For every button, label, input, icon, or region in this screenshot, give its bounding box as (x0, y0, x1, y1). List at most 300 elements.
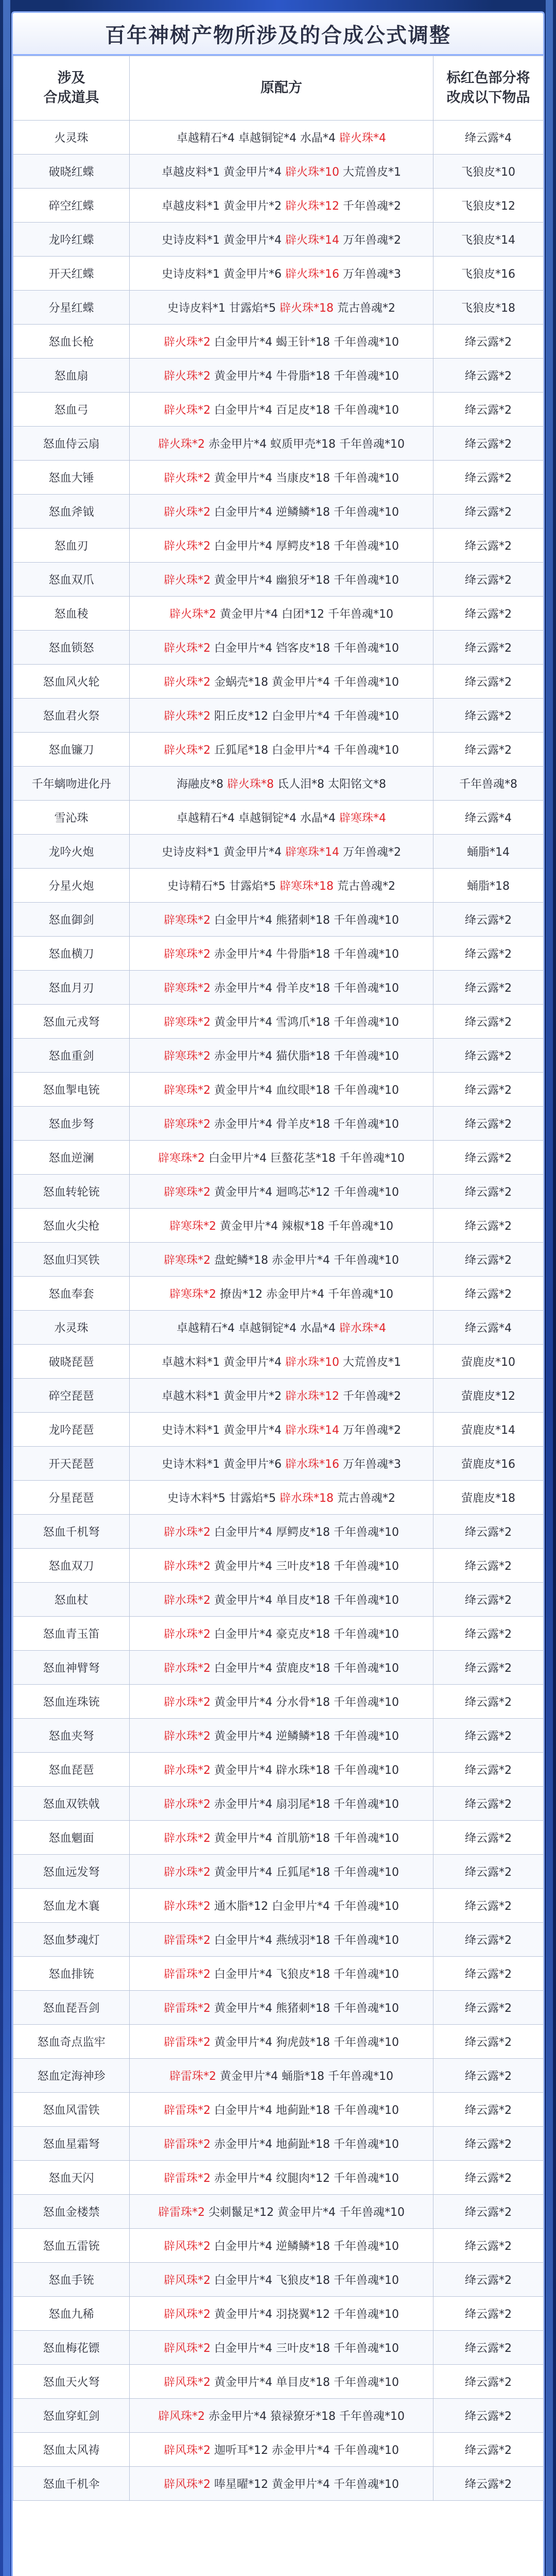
recipe-text-after: 千年兽魂*2 (339, 200, 401, 213)
table-row (13, 2331, 544, 2365)
row-replacement: 绛云露*2 (433, 1141, 544, 1175)
recipe-highlight: 辟水珠*16 (285, 1458, 339, 1471)
recipe-text-after: 迦听耳*12 赤金甲片*4 千年兽魂*10 (211, 2444, 399, 2457)
row-item-name: 怒血扇 (13, 359, 130, 393)
table-row (13, 427, 544, 461)
row-recipe (130, 1923, 433, 1957)
recipe-text-after: 白金甲片*4 逆鳞鳞*18 千年兽魂*10 (211, 2240, 399, 2253)
recipe-text-after: 千年兽魂*2 (339, 1390, 401, 1403)
recipe-highlight: 辟火珠*8 (227, 778, 274, 791)
row-recipe (130, 971, 433, 1005)
row-item-name: 怒血侍云扇 (13, 427, 130, 461)
row-item-name: 怒血龙木襄 (13, 1889, 130, 1923)
row-replacement: 绛云露*2 (433, 2161, 544, 2195)
row-recipe (130, 189, 433, 223)
row-replacement: 蛹脂*14 (433, 835, 544, 869)
row-recipe (130, 121, 433, 155)
recipe-text-after: 白金甲片*4 三叶皮*18 千年兽魂*10 (211, 2342, 399, 2355)
row-replacement: 绛云露*2 (433, 1719, 544, 1753)
table-row (13, 291, 544, 325)
row-recipe (130, 1515, 433, 1549)
table-row (13, 733, 544, 767)
row-item-name: 雪沁珠 (13, 801, 130, 835)
row-replacement: 萤鹿皮*18 (433, 1481, 544, 1515)
recipe-text-after: 丘狐尾*18 白金甲片*4 千年兽魂*10 (211, 744, 399, 757)
recipe-text-before: 史诗皮料*1 黄金甲片*4 (162, 234, 285, 247)
row-replacement: 萤鹿皮*12 (433, 1379, 544, 1413)
row-item-name: 怒血斧钺 (13, 495, 130, 529)
recipe-text-after: 黄金甲片*4 羽挠翼*12 千年兽魂*10 (211, 2308, 399, 2321)
row-item-name: 怒血逆澜 (13, 1141, 130, 1175)
row-item-name: 怒血琵吾剑 (13, 1991, 130, 2025)
table-row (13, 1923, 544, 1957)
row-replacement: 绛云露*4 (433, 801, 544, 835)
row-recipe (130, 1753, 433, 1787)
table-row (13, 2093, 544, 2127)
row-item-name: 怒血御剑 (13, 903, 130, 937)
row-item-name: 怒血天火弩 (13, 2365, 130, 2399)
recipe-highlight: 辟风珠*2 (164, 2240, 211, 2253)
recipe-highlight: 辟火珠*2 (169, 608, 217, 621)
recipe-table-container (11, 56, 545, 2576)
row-replacement: 绛云露*2 (433, 2365, 544, 2399)
row-replacement: 绛云露*2 (433, 699, 544, 733)
row-recipe (130, 869, 433, 903)
recipe-text-after: 白金甲片*4 燕绒羽*18 千年兽魂*10 (211, 1934, 399, 1947)
recipe-text-before: 史诗木料*1 黄金甲片*6 (162, 1458, 285, 1471)
row-item-name: 怒血步弩 (13, 1107, 130, 1141)
row-item-name: 怒血太风祷 (13, 2433, 130, 2467)
row-replacement: 绛云露*2 (433, 937, 544, 971)
recipe-highlight: 辟火珠*2 (164, 404, 211, 417)
recipe-highlight: 辟水珠*12 (285, 1390, 339, 1403)
recipe-highlight: 辟火珠*2 (164, 642, 211, 655)
recipe-highlight: 辟火珠*2 (164, 574, 211, 587)
table-row (13, 2025, 544, 2059)
recipe-highlight: 辟火珠*2 (164, 506, 211, 519)
row-recipe (130, 903, 433, 937)
recipe-highlight: 辟火珠*2 (164, 744, 211, 757)
row-item-name: 怒血金楼禁 (13, 2195, 130, 2229)
recipe-text-after: 万年兽魂*3 (339, 1458, 401, 1471)
recipe-highlight: 辟水珠*2 (164, 1526, 211, 1539)
recipe-text-before: 史诗木料*5 甘露焰*5 (167, 1492, 280, 1505)
recipe-text-after: 白金甲片*4 厚鳄皮*18 千年兽魂*10 (211, 1526, 399, 1539)
recipe-highlight: 辟水珠*2 (164, 1866, 211, 1879)
row-replacement: 绛云露*2 (433, 2331, 544, 2365)
row-item-name: 怒血锁怒 (13, 631, 130, 665)
table-row (13, 1107, 544, 1141)
recipe-highlight: 辟火珠*2 (158, 438, 205, 451)
table-row (13, 1175, 544, 1209)
row-recipe (130, 1379, 433, 1413)
recipe-text-before: 史诗精石*5 甘露焰*5 (167, 880, 280, 893)
recipe-text-after: 盘蛇鳞*18 赤金甲片*4 千年兽魂*10 (211, 1254, 399, 1267)
row-item-name: 破晓红蝶 (13, 155, 130, 189)
recipe-text-after: 黄金甲片*4 逆鳞鳞*18 千年兽魂*10 (211, 1730, 399, 1743)
row-replacement: 萤鹿皮*16 (433, 1447, 544, 1481)
row-replacement: 绛云露*2 (433, 393, 544, 427)
row-replacement: 绛云露*2 (433, 2127, 544, 2161)
row-item-name: 怒血元戎弩 (13, 1005, 130, 1039)
table-row (13, 2365, 544, 2399)
row-replacement: 绛云露*2 (433, 2229, 544, 2263)
recipe-highlight: 辟寒珠*2 (164, 1186, 211, 1199)
row-recipe (130, 733, 433, 767)
table-row (13, 1039, 544, 1073)
table-row (13, 189, 544, 223)
row-replacement: 绛云露*2 (433, 2263, 544, 2297)
table-row (13, 1345, 544, 1379)
table-row (13, 1311, 544, 1345)
recipe-highlight: 辟寒珠*2 (164, 1118, 211, 1131)
row-recipe (130, 1073, 433, 1107)
table-row (13, 155, 544, 189)
recipe-text-after: 黄金甲片*4 单目皮*18 千年兽魂*10 (211, 1594, 399, 1607)
table-row (13, 1549, 544, 1583)
table-row (13, 1005, 544, 1039)
row-replacement: 飞狼皮*10 (433, 155, 544, 189)
row-replacement: 绛云露*2 (433, 1209, 544, 1243)
row-item-name: 怒血镰刀 (13, 733, 130, 767)
table-row (13, 665, 544, 699)
recipe-highlight: 辟寒珠*2 (158, 1152, 205, 1165)
row-recipe (130, 767, 433, 801)
row-recipe (130, 699, 433, 733)
recipe-text-after: 黄金甲片*4 丘狐尾*18 千年兽魂*10 (211, 1866, 399, 1879)
recipe-highlight: 辟水珠*2 (164, 1594, 211, 1607)
row-replacement: 蛹脂*18 (433, 869, 544, 903)
row-item-name: 怒血双铁戟 (13, 1787, 130, 1821)
row-replacement: 飞狼皮*14 (433, 223, 544, 257)
row-item-name: 怒血远发弩 (13, 1855, 130, 1889)
row-recipe (130, 2467, 433, 2501)
row-recipe (130, 223, 433, 257)
table-row (13, 1515, 544, 1549)
recipe-highlight: 辟雷珠*2 (164, 2138, 211, 2151)
table-row (13, 2297, 544, 2331)
row-replacement: 绛云露*2 (433, 1651, 544, 1685)
table-row (13, 529, 544, 563)
recipe-highlight: 辟水珠*2 (164, 1730, 211, 1743)
recipe-text-after: 白金甲片*4 熊猪刺*18 千年兽魂*10 (211, 914, 399, 927)
table-row (13, 1685, 544, 1719)
row-replacement: 绛云露*2 (433, 1243, 544, 1277)
row-item-name: 怒血掣电铳 (13, 1073, 130, 1107)
row-recipe (130, 835, 433, 869)
recipe-text-after: 赤金甲片*4 纹腿肉*12 千年兽魂*10 (211, 2172, 399, 2185)
table-header-row (13, 56, 544, 121)
recipe-text-before: 卓越木料*1 黄金甲片*2 (162, 1390, 285, 1403)
recipe-text-before: 海融皮*8 (177, 778, 227, 791)
table-row (13, 1787, 544, 1821)
row-item-name: 怒血青玉笛 (13, 1617, 130, 1651)
recipe-text-before: 卓越木料*1 黄金甲片*4 (162, 1356, 285, 1369)
row-item-name: 龙吟红蝶 (13, 223, 130, 257)
table-row (13, 2399, 544, 2433)
row-replacement: 绛云露*2 (433, 359, 544, 393)
recipe-text-after: 黄金甲片*4 辣椒*18 千年兽魂*10 (216, 1220, 393, 1233)
recipe-highlight: 辟水珠*18 (279, 1492, 334, 1505)
row-replacement: 绛云露*2 (433, 2093, 544, 2127)
row-replacement: 绛云露*2 (433, 1855, 544, 1889)
row-item-name: 怒血风雷铁 (13, 2093, 130, 2127)
row-recipe (130, 2433, 433, 2467)
recipe-highlight: 辟水珠*2 (164, 1662, 211, 1675)
row-item-name: 怒血风火轮 (13, 665, 130, 699)
recipe-highlight: 辟雷珠*2 (164, 1968, 211, 1981)
recipe-highlight: 辟寒珠*14 (285, 846, 339, 859)
table-row (13, 1209, 544, 1243)
row-recipe (130, 1685, 433, 1719)
recipe-highlight: 辟火珠*14 (285, 234, 339, 247)
row-recipe (130, 1447, 433, 1481)
row-recipe (130, 359, 433, 393)
row-replacement: 绛云露*2 (433, 1957, 544, 1991)
recipe-text-before: 卓越精石*4 卓越铜锭*4 水晶*4 (177, 132, 339, 145)
recipe-text-after: 白金甲片*4 地蓟趾*18 千年兽魂*10 (211, 2104, 399, 2117)
table-row (13, 1719, 544, 1753)
row-recipe (130, 631, 433, 665)
recipe-text-after: 唪星曜*12 黄金甲片*4 千年兽魂*10 (211, 2478, 399, 2491)
header-replacement: 标红色部分将 改成以下物品 (433, 56, 544, 121)
row-item-name: 怒血星霜弩 (13, 2127, 130, 2161)
recipe-text-before: 史诗木料*1 黄金甲片*4 (162, 1424, 285, 1437)
row-replacement: 绛云露*2 (433, 563, 544, 597)
row-item-name: 怒血千机伞 (13, 2467, 130, 2501)
table-row (13, 2127, 544, 2161)
row-recipe (130, 2331, 433, 2365)
recipe-highlight: 辟水珠*14 (285, 1424, 339, 1437)
recipe-text-after: 万年兽魂*2 (339, 234, 401, 247)
table-row (13, 1277, 544, 1311)
table-row (13, 971, 544, 1005)
recipe-text-after: 赤金甲片*4 地蓟趾*18 千年兽魂*10 (211, 2138, 399, 2151)
row-item-name: 怒血手铳 (13, 2263, 130, 2297)
table-row (13, 1651, 544, 1685)
row-replacement: 千年兽魂*8 (433, 767, 544, 801)
row-item-name: 怒血天闪 (13, 2161, 130, 2195)
row-recipe (130, 1345, 433, 1379)
row-item-name: 火灵珠 (13, 121, 130, 155)
recipe-highlight: 辟火珠*2 (164, 370, 211, 383)
row-item-name: 怒血归冥铁 (13, 1243, 130, 1277)
table-row (13, 699, 544, 733)
row-replacement: 绛云露*2 (433, 2025, 544, 2059)
recipe-text-before: 史诗皮料*1 黄金甲片*6 (162, 268, 285, 281)
row-recipe (130, 495, 433, 529)
recipe-text-after: 白金甲片*4 逆鳞鳞*18 千年兽魂*10 (211, 506, 399, 519)
row-recipe (130, 801, 433, 835)
recipe-text-after: 荒古兽魂*2 (333, 1492, 395, 1505)
row-recipe (130, 1957, 433, 1991)
recipe-text-after: 白金甲片*4 蝎王针*18 千年兽魂*10 (211, 336, 399, 349)
row-replacement: 绛云露*2 (433, 1549, 544, 1583)
recipe-text-after: 赤金甲片*4 牛骨脂*18 千年兽魂*10 (211, 948, 399, 961)
recipe-text-after: 黄金甲片*4 蛹脂*18 千年兽魂*10 (216, 2070, 393, 2083)
recipe-highlight: 辟火珠*12 (285, 200, 339, 213)
row-replacement: 绛云露*2 (433, 1515, 544, 1549)
row-recipe (130, 1413, 433, 1447)
recipe-highlight: 辟火珠*18 (279, 302, 334, 315)
recipe-text-after: 大荒兽皮*1 (339, 1356, 401, 1369)
row-item-name: 怒血君火祭 (13, 699, 130, 733)
row-item-name: 怒血杖 (13, 1583, 130, 1617)
recipe-text-before: 史诗皮料*1 黄金甲片*4 (162, 846, 285, 859)
recipe-highlight: 辟水珠*2 (164, 1696, 211, 1709)
recipe-text-before: 卓越皮料*1 黄金甲片*4 (162, 166, 285, 179)
table-row (13, 1855, 544, 1889)
table-row (13, 869, 544, 903)
table-row (13, 1821, 544, 1855)
recipe-highlight: 辟火珠*2 (164, 540, 211, 553)
row-recipe (130, 2297, 433, 2331)
row-recipe (130, 1005, 433, 1039)
row-recipe (130, 461, 433, 495)
row-recipe (130, 2399, 433, 2433)
row-replacement: 绛云露*2 (433, 2433, 544, 2467)
recipe-text-before: 卓越精石*4 卓越铜锭*4 水晶*4 (177, 1322, 339, 1335)
recipe-text-after: 荒古兽魂*2 (333, 302, 395, 315)
table-row (13, 801, 544, 835)
recipe-highlight: 辟风珠*2 (164, 2274, 211, 2287)
table-row (13, 597, 544, 631)
table-row (13, 1141, 544, 1175)
recipe-highlight: 辟寒珠*2 (164, 1254, 211, 1267)
recipe-highlight: 辟风珠*2 (164, 2444, 211, 2457)
table-row (13, 1243, 544, 1277)
row-recipe (130, 1107, 433, 1141)
recipe-table (13, 56, 544, 2501)
row-item-name: 怒血长枪 (13, 325, 130, 359)
row-recipe (130, 1821, 433, 1855)
row-recipe (130, 2025, 433, 2059)
row-recipe (130, 1311, 433, 1345)
row-replacement: 绛云露*2 (433, 597, 544, 631)
recipe-text-after: 黄金甲片*4 迴鸣芯*12 千年兽魂*10 (211, 1186, 399, 1199)
recipe-highlight: 辟水珠*2 (164, 1798, 211, 1811)
recipe-text-after: 黄金甲片*4 单目皮*18 千年兽魂*10 (211, 2376, 399, 2389)
row-item-name: 碎空琵琶 (13, 1379, 130, 1413)
recipe-highlight: 辟雷珠*2 (158, 2206, 205, 2219)
row-recipe (130, 291, 433, 325)
recipe-highlight: 辟寒珠*2 (164, 1084, 211, 1097)
recipe-text-after: 赤金甲片*4 猫伏脂*18 千年兽魂*10 (211, 1050, 399, 1063)
recipe-text-before: 卓越皮料*1 黄金甲片*2 (162, 200, 285, 213)
table-row (13, 903, 544, 937)
row-recipe (130, 1889, 433, 1923)
recipe-text-after: 白金甲片*4 铛客皮*18 千年兽魂*10 (211, 642, 399, 655)
recipe-highlight: 辟风珠*2 (164, 2342, 211, 2355)
row-recipe (130, 2059, 433, 2093)
row-replacement: 绛云露*2 (433, 903, 544, 937)
table-row (13, 1583, 544, 1617)
recipe-text-after: 万年兽魂*3 (339, 268, 401, 281)
recipe-highlight: 辟寒珠*18 (279, 880, 334, 893)
recipe-highlight: 辟寒珠*2 (164, 982, 211, 995)
recipe-highlight: 辟寒珠*2 (164, 914, 211, 927)
recipe-highlight: 辟火珠*2 (164, 472, 211, 485)
table-row (13, 2059, 544, 2093)
table-row (13, 631, 544, 665)
row-item-name: 怒血重剑 (13, 1039, 130, 1073)
recipe-highlight: 辟寒珠*2 (164, 1016, 211, 1029)
row-replacement: 飞狼皮*18 (433, 291, 544, 325)
row-replacement: 绛云露*4 (433, 121, 544, 155)
row-item-name: 分星琵琶 (13, 1481, 130, 1515)
table-row (13, 461, 544, 495)
row-item-name: 怒血连珠铳 (13, 1685, 130, 1719)
row-replacement: 绛云露*2 (433, 733, 544, 767)
row-replacement: 绛云露*2 (433, 2399, 544, 2433)
table-row (13, 835, 544, 869)
row-recipe (130, 257, 433, 291)
recipe-text-before: 卓越精石*4 卓越铜锭*4 水晶*4 (177, 812, 339, 825)
recipe-text-after: 黄金甲片*4 狗虎鼓*18 千年兽魂*10 (211, 2036, 399, 2049)
row-recipe (130, 2195, 433, 2229)
table-row (13, 325, 544, 359)
table-row (13, 393, 544, 427)
row-replacement: 绛云露*2 (433, 665, 544, 699)
recipe-text-after: 黄金甲片*4 白团*12 千年兽魂*10 (216, 608, 393, 621)
table-row (13, 1991, 544, 2025)
table-row (13, 1413, 544, 1447)
recipe-text-after: 白金甲片*4 百足皮*18 千年兽魂*10 (211, 404, 399, 417)
row-replacement: 绛云露*2 (433, 1991, 544, 2025)
recipe-highlight: 辟寒珠*2 (164, 1050, 211, 1063)
row-item-name: 怒血月刃 (13, 971, 130, 1005)
row-item-name: 怒血千机弩 (13, 1515, 130, 1549)
recipe-text-after: 赤金甲片*4 骨羊皮*18 千年兽魂*10 (211, 1118, 399, 1131)
recipe-text-after: 白金甲片*4 飞狼皮*18 千年兽魂*10 (211, 2274, 399, 2287)
table-row (13, 1447, 544, 1481)
recipe-highlight: 辟火珠*2 (164, 676, 211, 689)
row-item-name: 怒血排铳 (13, 1957, 130, 1991)
recipe-text-after: 万年兽魂*2 (339, 1424, 401, 1437)
row-item-name: 怒血梅花镖 (13, 2331, 130, 2365)
right-border-glow (546, 0, 553, 2576)
recipe-highlight: 辟水珠*2 (164, 1628, 211, 1641)
row-item-name: 千年螭吻进化丹 (13, 767, 130, 801)
recipe-text-after: 黄金甲片*4 血纹眼*18 千年兽魂*10 (211, 1084, 399, 1097)
row-recipe (130, 1787, 433, 1821)
row-replacement: 绛云露*2 (433, 2297, 544, 2331)
row-replacement: 萤鹿皮*14 (433, 1413, 544, 1447)
recipe-text-after: 金蜗壳*18 黄金甲片*4 千年兽魂*10 (211, 676, 399, 689)
recipe-highlight: 辟雷珠*2 (169, 2070, 217, 2083)
table-row (13, 1073, 544, 1107)
table-row (13, 2229, 544, 2263)
row-replacement: 绛云露*2 (433, 325, 544, 359)
table-row (13, 1379, 544, 1413)
recipe-highlight: 辟雷珠*2 (164, 2036, 211, 2049)
row-item-name: 开天琵琶 (13, 1447, 130, 1481)
recipe-text-after: 黄金甲片*4 分水骨*18 千年兽魂*10 (211, 1696, 399, 1709)
recipe-text-after: 黄金甲片*4 熊猪刺*18 千年兽魂*10 (211, 2002, 399, 2015)
row-recipe (130, 1583, 433, 1617)
row-replacement: 飞狼皮*12 (433, 189, 544, 223)
row-recipe (130, 563, 433, 597)
recipe-text-after: 黄金甲片*4 雪鸿爪*18 千年兽魂*10 (211, 1016, 399, 1029)
row-recipe (130, 1141, 433, 1175)
row-recipe (130, 1549, 433, 1583)
recipe-text-after: 黄金甲片*4 首肌筋*18 千年兽魂*10 (211, 1832, 399, 1845)
row-replacement: 萤鹿皮*10 (433, 1345, 544, 1379)
row-item-name: 怒血魍面 (13, 1821, 130, 1855)
recipe-highlight: 辟水珠*4 (339, 1322, 386, 1335)
row-item-name: 怒血火尖枪 (13, 1209, 130, 1243)
recipe-highlight: 辟火珠*2 (164, 336, 211, 349)
